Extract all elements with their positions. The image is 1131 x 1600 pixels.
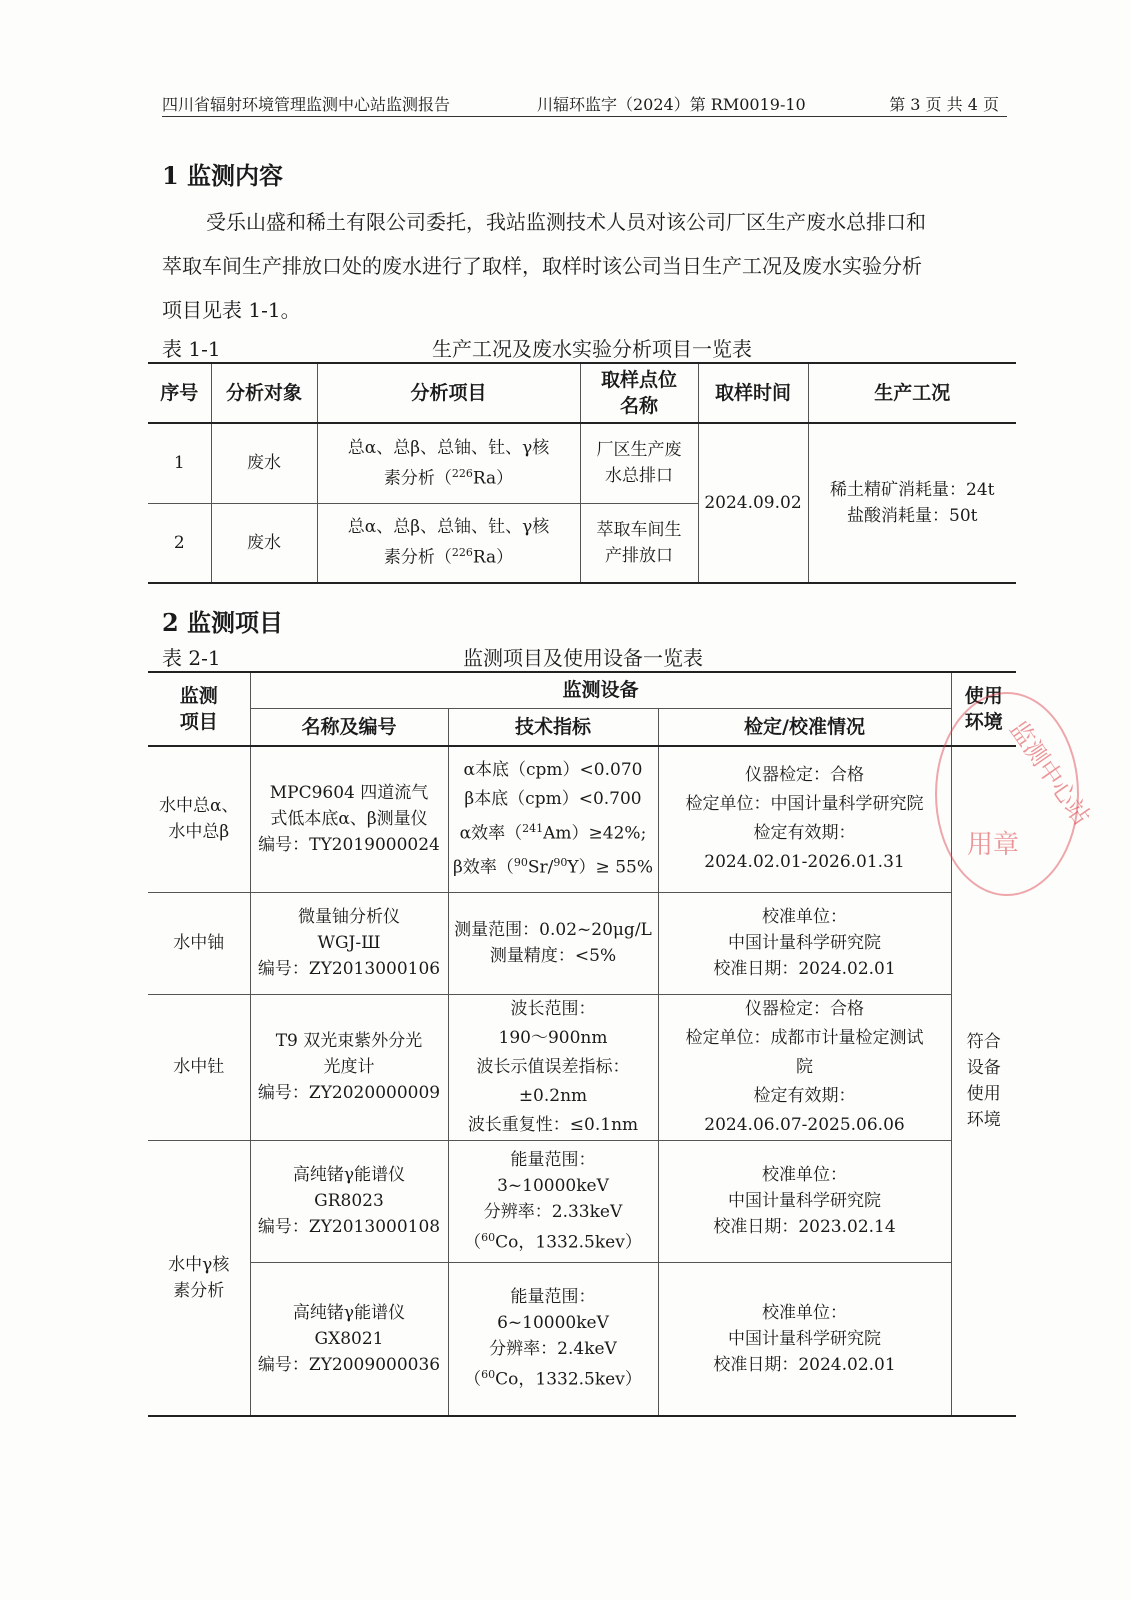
calib-line: 校准日期：2023.02.14 xyxy=(713,1217,896,1237)
name-line: T9 双光束紫外分光 xyxy=(275,1031,423,1051)
th-point xyxy=(580,363,698,423)
table1 xyxy=(148,362,1016,584)
table-row xyxy=(148,423,1016,503)
spec-line: 能量范围： xyxy=(510,1149,596,1170)
name-line: 编号：ZY2013000106 xyxy=(257,959,441,979)
calib-line: 校准日期：2024.02.01 xyxy=(713,959,896,979)
th-calib: 检定/校准情况 xyxy=(658,708,951,746)
cell-spec xyxy=(448,892,658,994)
name-line: 编号：TY2019000024 xyxy=(258,835,440,856)
calib-line: 检定单位：成都市计量检定测试 xyxy=(685,1027,924,1048)
cell-items xyxy=(317,503,580,583)
spec-line: ±0.2nm xyxy=(518,1085,588,1106)
table-row xyxy=(148,892,1016,994)
table2-title: 监测项目及使用设备一览表 xyxy=(463,646,703,670)
env-line: 设备 xyxy=(966,1058,1001,1078)
cell-name xyxy=(250,746,448,892)
spec-line: 波长重复性：≤0.1nm xyxy=(467,1114,639,1135)
calib-line: 检定有效期： xyxy=(753,823,856,844)
items-line: 素分析（$^{226}$Ra） xyxy=(383,466,514,489)
name-line: MPC9604 四道流气 xyxy=(269,783,429,804)
stamp-text: 用章 xyxy=(967,830,1020,860)
cell-no: 2 xyxy=(148,503,211,583)
name-line: 高纯锗γ能谱仪 xyxy=(292,1165,406,1185)
cell-item xyxy=(148,746,250,892)
th-no: 序号 xyxy=(148,363,211,423)
section1-paragraph xyxy=(162,200,1007,332)
th-item-l1: 监测 xyxy=(179,685,218,707)
para-line: 受乐山盛和稀土有限公司委托，我站监测技术人员对该公司厂区生产废水总排口和 xyxy=(206,210,926,234)
table2-header-row xyxy=(148,672,1016,708)
calib-line: 中国计量科学研究院 xyxy=(728,1328,882,1349)
spec-line: 波长示值误差指标： xyxy=(476,1056,630,1077)
condition-line: 稀土精矿消耗量：24t xyxy=(830,480,995,500)
cell-spec xyxy=(448,1262,658,1416)
spec-line: 能量范围： xyxy=(510,1287,596,1308)
cell-calib xyxy=(658,746,951,892)
calib-line: 2024.02.01-2026.01.31 xyxy=(704,852,905,873)
name-line: 微量铀分析仪 xyxy=(298,907,400,927)
spec-line: 6~10000keV xyxy=(497,1313,609,1334)
cell-env xyxy=(951,746,1016,1416)
page-header xyxy=(162,86,1007,117)
spec-line: α本底（cpm）<0.070 xyxy=(463,759,643,780)
th-item-l2: 项目 xyxy=(179,711,218,733)
th-name: 名称及编号 xyxy=(250,708,448,746)
th-items: 分析项目 xyxy=(317,363,580,423)
calib-line: 中国计量科学研究院 xyxy=(728,1191,882,1211)
th-point-l2: 名称 xyxy=(619,395,658,417)
cell-no: 1 xyxy=(148,423,211,503)
th-env-l2: 环境 xyxy=(964,711,1003,733)
spec-line: β效率（$^{90}$Sr/$^{90}$Y）≥ 55% xyxy=(453,856,653,878)
spec-line: 测量范围：0.02~20μg/L xyxy=(454,920,652,940)
name-line: 编号：ZY2013000108 xyxy=(257,1217,441,1237)
cell-calib xyxy=(658,1262,951,1416)
env-line: 符合 xyxy=(966,1032,1001,1052)
calib-line: 检定单位：中国计量科学研究院 xyxy=(685,794,924,815)
spec-line: 波长范围： xyxy=(510,998,596,1019)
cell-calib xyxy=(658,1140,951,1262)
name-line: 式低本底α、β测量仪 xyxy=(270,809,428,830)
th-equipment: 监测设备 xyxy=(250,672,951,708)
calib-line: 校准单位： xyxy=(762,1165,848,1185)
header-org: 四川省辐射环境管理监测中心站监测报告 xyxy=(162,95,451,114)
para-line: 萃取车间生产排放口处的废水进行了取样，取样时该公司当日生产工况及废水实验分析 xyxy=(162,254,922,278)
point-line: 产排放口 xyxy=(605,545,673,566)
para-line: 项目见表 1-1。 xyxy=(162,298,301,322)
th-env xyxy=(951,672,1016,746)
table-row xyxy=(148,994,1016,1140)
calib-line: 2024.06.07-2025.06.06 xyxy=(704,1114,905,1135)
cell-item: 水中钍 xyxy=(148,994,250,1140)
calib-line: 校准单位： xyxy=(762,907,848,927)
spec-line: α效率（$^{241}$Am）≥42%; xyxy=(459,821,647,844)
item-line: 水中总α、 xyxy=(159,796,239,817)
cell-name xyxy=(250,892,448,994)
spec-line: 分辨率：2.33keV xyxy=(483,1201,623,1222)
item-line: 素分析 xyxy=(173,1280,225,1301)
header-report-number: 川辐环监字（2024）第 RM0019-10 xyxy=(537,95,806,114)
spec-line: （$^{60}$Co，1332.5kev） xyxy=(464,1230,642,1253)
items-line: 素分析（$^{226}$Ra） xyxy=(383,546,514,569)
cell-spec xyxy=(448,746,658,892)
name-line: 编号：ZY2020000009 xyxy=(257,1083,441,1103)
cell-spec xyxy=(448,994,658,1140)
section2-title: 2 监测项目 xyxy=(162,608,284,637)
spec-line: 190～900nm xyxy=(498,1027,608,1048)
cell-name xyxy=(250,1140,448,1262)
cell-calib xyxy=(658,892,951,994)
spec-line: β本底（cpm）<0.700 xyxy=(464,788,642,809)
spec-line: （$^{60}$Co，1332.5kev） xyxy=(464,1368,642,1391)
spec-line: 测量精度：<5% xyxy=(489,946,617,966)
cell-condition xyxy=(808,423,1016,583)
table1-label: 表 1-1 xyxy=(162,337,221,361)
calib-line: 校准单位： xyxy=(762,1302,848,1323)
point-line: 萃取车间生 xyxy=(596,519,682,540)
th-spec: 技术指标 xyxy=(448,708,658,746)
items-line: 总α、总β、总铀、钍、γ核 xyxy=(347,517,550,538)
table2-subheader-row xyxy=(148,708,1016,746)
calib-line: 仪器检定：合格 xyxy=(745,998,865,1019)
name-line: GX8021 xyxy=(314,1328,384,1349)
calib-line: 校准日期：2024.02.01 xyxy=(713,1354,896,1375)
cell-item: 水中铀 xyxy=(148,892,250,994)
env-line: 使用 xyxy=(966,1084,1001,1104)
point-line: 厂区生产废 xyxy=(596,440,682,461)
cell-name xyxy=(250,1262,448,1416)
section1-title: 1 监测内容 xyxy=(162,161,284,190)
env-line: 环境 xyxy=(966,1110,1001,1130)
stamp-text: 监测中心站 xyxy=(1004,715,1096,831)
cell-object: 废水 xyxy=(211,423,317,503)
name-line: 编号：ZY2009000036 xyxy=(257,1354,441,1375)
spec-line: 3~10000keV xyxy=(497,1175,609,1196)
cell-calib xyxy=(658,994,951,1140)
cell-object: 废水 xyxy=(211,503,317,583)
calib-line: 检定有效期： xyxy=(753,1085,856,1106)
table-row xyxy=(148,1140,1016,1262)
item-line: 水中γ核 xyxy=(168,1254,230,1275)
condition-line: 盐酸消耗量：50t xyxy=(847,506,978,526)
table1-title: 生产工况及废水实验分析项目一览表 xyxy=(432,337,752,361)
calib-line: 院 xyxy=(796,1056,814,1077)
cell-spec xyxy=(448,1140,658,1262)
cell-point xyxy=(580,503,698,583)
th-point-l1: 取样点位 xyxy=(600,369,677,391)
th-env-l1: 使用 xyxy=(964,685,1003,707)
point-line: 水总排口 xyxy=(605,466,673,487)
name-line: 高纯锗γ能谱仪 xyxy=(292,1302,406,1323)
cell-point xyxy=(580,423,698,503)
spec-line: 分辨率：2.4keV xyxy=(489,1339,617,1360)
header-page-number: 第 3 页 共 4 页 xyxy=(889,95,999,114)
cell-name xyxy=(250,994,448,1140)
table2 xyxy=(148,671,1016,1417)
table1-header-row xyxy=(148,363,1016,423)
items-line: 总α、总β、总铀、钍、γ核 xyxy=(347,437,550,458)
name-line: WGJ-Ш xyxy=(317,933,381,953)
table-row xyxy=(148,746,1016,892)
th-time: 取样时间 xyxy=(698,363,808,423)
th-object: 分析对象 xyxy=(211,363,317,423)
name-line: 光度计 xyxy=(323,1057,375,1077)
th-condition: 生产工况 xyxy=(808,363,1016,423)
table-row xyxy=(148,1262,1016,1416)
name-line: GR8023 xyxy=(314,1191,384,1211)
calib-line: 中国计量科学研究院 xyxy=(728,933,882,953)
cell-item xyxy=(148,1140,250,1416)
calib-line: 仪器检定：合格 xyxy=(745,765,865,786)
th-item xyxy=(148,672,250,746)
cell-time: 2024.09.02 xyxy=(698,423,808,583)
table2-label: 表 2-1 xyxy=(162,646,221,670)
item-line: 水中总β xyxy=(168,822,230,843)
cell-items xyxy=(317,423,580,503)
